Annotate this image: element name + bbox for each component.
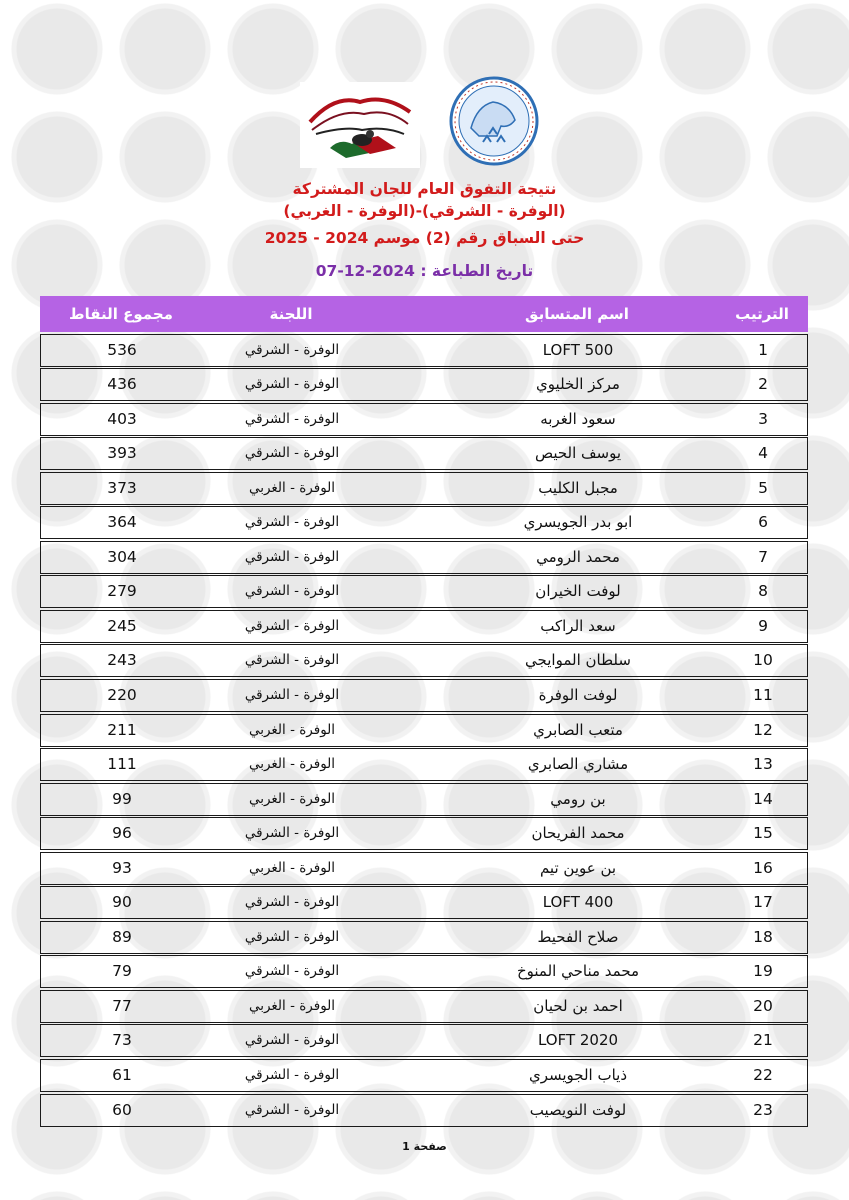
rank-cell: 3	[758, 409, 768, 428]
name-cell: لوفت الوفرة	[538, 686, 618, 705]
committee-cell: الوفرة - الغربي	[248, 756, 336, 773]
table-row	[40, 403, 808, 436]
name-cell: مشاري الصابري	[527, 755, 629, 774]
table-row	[40, 955, 808, 988]
table-row	[40, 748, 808, 781]
committee-cell: الوفرة - الشرقي	[244, 825, 340, 842]
rank-cell: 23	[753, 1100, 773, 1119]
page-number: صفحة 1	[402, 1140, 447, 1153]
table-row	[40, 679, 808, 712]
committee-cell: الوفرة - الشرقي	[244, 928, 340, 945]
committee-cell: الوفرة - الشرقي	[244, 1067, 340, 1084]
committee-cell: الوفرة - الشرقي	[244, 445, 340, 462]
table-row	[40, 368, 808, 401]
name-cell: صلاح الفحيط	[537, 927, 619, 946]
points-cell: 220	[107, 686, 137, 705]
name-cell: مركز الخليوي	[536, 375, 620, 394]
committee-cell: الوفرة - الشرقي	[244, 548, 340, 565]
rank-cell: 1	[758, 340, 768, 359]
table-row	[40, 1024, 808, 1057]
points-cell: 536	[107, 340, 137, 359]
points-cell: 245	[107, 616, 137, 635]
rank-cell: 21	[753, 1031, 773, 1050]
name-cell: بن رومي	[550, 789, 606, 808]
report-committees: (الوفرة - الشرقي)-(الوفرة - الغربي)	[283, 202, 566, 220]
committee-cell: الوفرة - الشرقي	[244, 1032, 340, 1049]
name-cell: سعود الغربه	[540, 409, 616, 428]
points-cell: 393	[107, 444, 137, 463]
rank-cell: 14	[753, 789, 773, 808]
rank-cell: 10	[753, 651, 773, 670]
committee-cell: الوفرة - الغربي	[248, 859, 336, 876]
club-logo	[300, 82, 420, 168]
rank-cell: 11	[753, 686, 773, 705]
committee-cell: الوفرة - الشرقي	[244, 583, 340, 600]
committee-cell: الوفرة - الشرقي	[244, 514, 340, 531]
header-points: مجموع النقاط	[69, 305, 173, 323]
committee-cell: الوفرة - الشرقي	[244, 341, 340, 358]
header-committee: اللجنة	[269, 305, 313, 323]
rank-cell: 7	[758, 547, 768, 566]
committee-cell: الوفرة - الشرقي	[244, 652, 340, 669]
committee-cell: الوفرة - الشرقي	[244, 617, 340, 634]
report-title: نتيجة التفوق العام للجان المشتركة	[292, 180, 557, 198]
rank-cell: 6	[758, 513, 768, 532]
report-season: حتى السباق رقم (2) موسم 2024 - 2025	[264, 229, 585, 247]
rank-cell: 13	[753, 755, 773, 774]
committee-cell: الوفرة - الغربي	[248, 790, 336, 807]
points-cell: 77	[112, 996, 132, 1015]
committee-cell: الوفرة - الغربي	[248, 997, 336, 1014]
points-cell: 364	[107, 513, 137, 532]
name-cell: لوفت الخيران	[535, 582, 621, 601]
header-name: اسم المتسابق	[525, 305, 629, 323]
table-row	[40, 1094, 808, 1127]
name-cell: سعد الراكب	[540, 616, 616, 635]
name-cell: بن عوين تيم	[539, 858, 617, 877]
table-row	[40, 610, 808, 643]
name-cell: محمد الرومي	[536, 547, 620, 566]
committee-cell: الوفرة - الشرقي	[244, 410, 340, 427]
points-cell: 90	[112, 893, 132, 912]
rank-cell: 8	[758, 582, 768, 601]
print-date: تاريخ الطباعة : 2024-12-07	[315, 262, 534, 280]
points-cell: 96	[112, 824, 132, 843]
name-cell: ذياب الجويسري	[528, 1066, 628, 1085]
name-cell: محمد مناحي المنوخ	[516, 962, 640, 981]
table-row	[40, 334, 808, 367]
table-row	[40, 886, 808, 919]
points-cell: 304	[107, 547, 137, 566]
table-row	[40, 437, 808, 470]
table-header	[40, 296, 808, 332]
table-row	[40, 921, 808, 954]
points-cell: 79	[112, 962, 132, 981]
table-row	[40, 817, 808, 850]
rank-cell: 15	[753, 824, 773, 843]
name-cell: LOFT 500	[542, 340, 614, 359]
table-row	[40, 852, 808, 885]
federation-logo	[449, 76, 539, 166]
results-table	[40, 296, 808, 1127]
points-cell: 436	[107, 375, 137, 394]
rank-cell: 22	[753, 1066, 773, 1085]
rank-cell: 9	[758, 616, 768, 635]
committee-cell: الوفرة - الشرقي	[244, 1101, 340, 1118]
committee-cell: الوفرة - الغربي	[248, 721, 336, 738]
table-row	[40, 990, 808, 1023]
rank-cell: 19	[753, 962, 773, 981]
name-cell: سلطان الموايجي	[525, 651, 631, 670]
name-cell: مجبل الكليب	[538, 478, 618, 497]
rank-cell: 17	[753, 893, 773, 912]
table-row	[40, 783, 808, 816]
name-cell: احمد بن لحيان	[533, 996, 623, 1015]
table-row	[40, 644, 808, 677]
rank-cell: 5	[758, 478, 768, 497]
table-row	[40, 506, 808, 539]
committee-cell: الوفرة - الشرقي	[244, 687, 340, 704]
points-cell: 211	[107, 720, 137, 739]
committee-cell: الوفرة - الشرقي	[244, 963, 340, 980]
name-cell: ابو بدر الجويسري	[523, 513, 633, 532]
points-cell: 89	[112, 927, 132, 946]
points-cell: 373	[107, 478, 137, 497]
name-cell: محمد الفريحان	[531, 824, 625, 843]
points-cell: 111	[107, 755, 137, 774]
committee-cell: الوفرة - الشرقي	[244, 376, 340, 393]
points-cell: 243	[107, 651, 137, 670]
rank-cell: 20	[753, 996, 773, 1015]
committee-cell: الوفرة - الغربي	[248, 479, 336, 496]
points-cell: 73	[112, 1031, 132, 1050]
points-cell: 60	[112, 1100, 132, 1119]
table-row	[40, 541, 808, 574]
rank-cell: 12	[753, 720, 773, 739]
points-cell: 61	[112, 1066, 132, 1085]
points-cell: 99	[112, 789, 132, 808]
table-row	[40, 714, 808, 747]
header-rank: الترتيب	[735, 305, 789, 323]
table-row	[40, 1059, 808, 1092]
points-cell: 93	[112, 858, 132, 877]
name-cell: LOFT 2020	[537, 1031, 619, 1050]
name-cell: لوفت النويصيب	[529, 1100, 627, 1119]
committee-cell: الوفرة - الشرقي	[244, 894, 340, 911]
points-cell: 279	[107, 582, 137, 601]
table-row	[40, 472, 808, 505]
points-cell: 403	[107, 409, 137, 428]
name-cell: يوسف الحيص	[534, 444, 622, 463]
name-cell: متعب الصابري	[533, 720, 623, 739]
rank-cell: 4	[758, 444, 768, 463]
rank-cell: 2	[758, 375, 768, 394]
rank-cell: 18	[753, 927, 773, 946]
name-cell: LOFT 400	[542, 893, 614, 912]
table-row	[40, 575, 808, 608]
rank-cell: 16	[753, 858, 773, 877]
